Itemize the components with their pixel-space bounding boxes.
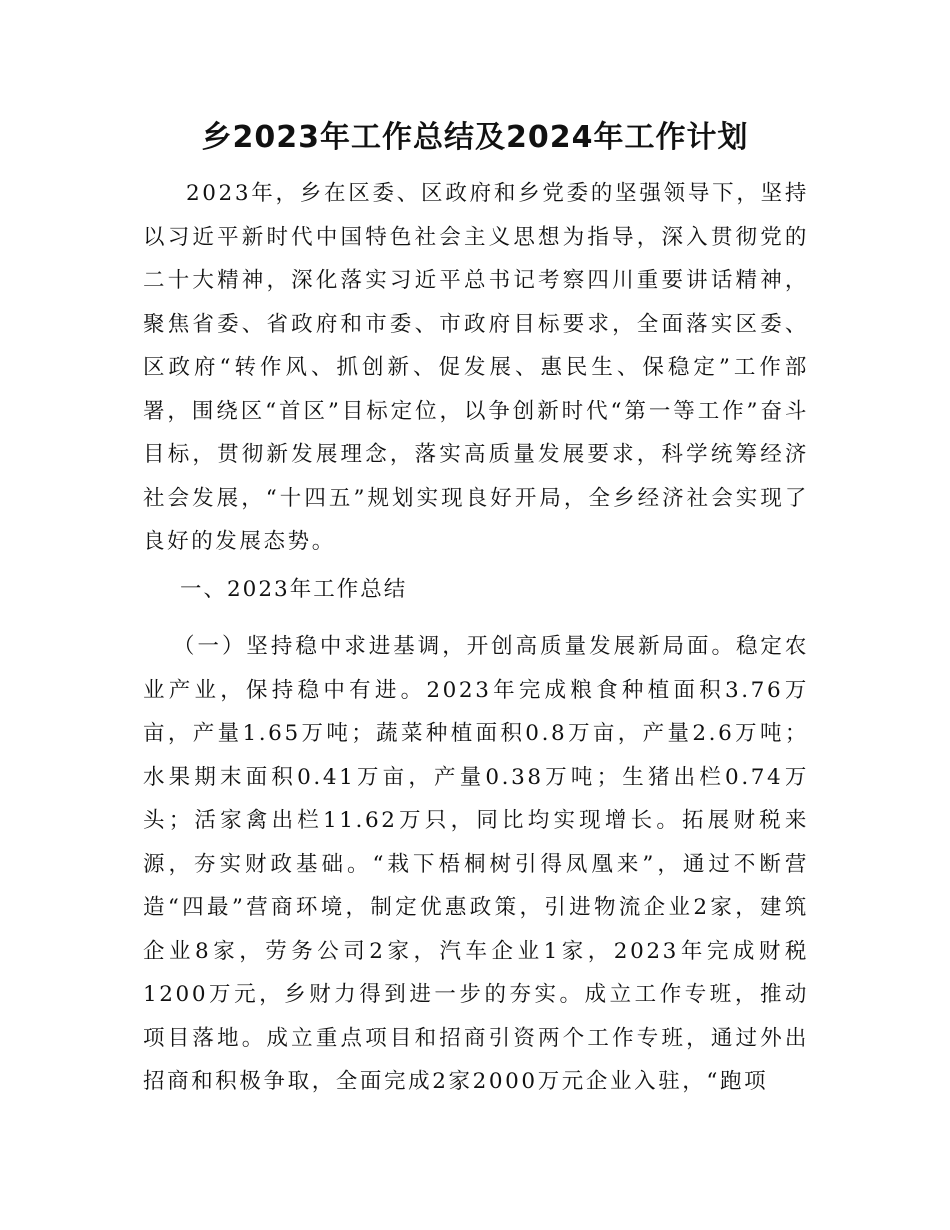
section-heading: 一、2023年工作总结 <box>180 577 408 602</box>
intro-paragraph: 2023年，乡在区委、区政府和乡党委的坚强领导下，坚持以习近平新时代中国特色社会主义思想为指导，深入贯彻党的二十大精神，深化落实习近平总书记考察四川重要讲话精神，聚焦省委、省政府和市委、市政府目标要求，全面落实区委、区政府“转作风、抓创新、促发展、惠民生、保稳定”工作部署，围绕区“首区”目标定位，以争创新时代“第一等工作”奋斗目标，贯彻新发展理念，落实高质量发展要求，科学统筹经济社会发展，“十四五”规划实现良好开局，全乡经济社会实现了良好的发展态势。 <box>143 181 809 554</box>
section-paragraph: （一）坚持稳中求进基调，开创高质量发展新局面。稳定农业产业，保持稳中有进。2023年完成粮食种植面积3.76万亩，产量1.65万吨；蔬菜种植面积0.8万亩，产量2.6万吨；水果期末面积0.41万亩，产量0.38万吨；生猪出栏0.74万头；活家禽出栏11.62万只，同比均实现增长。拓展财税来源，夯实财政基础。“栽下梧桐树引得凤凰来”，通过不断营造“四最”营商环境，制定优惠政策，引进物流企业2家，建筑企业8家，劳务公司2家，汽车企业1家，2023年完成财税1200万元，乡财力得到进一步的夯实。成立工作专班，推动项目落地。成立重点项目和招商引资两个工作专班，通过外出招商和积极争取，全面完成2家2000万元企业入驻，“跑项 <box>143 634 809 1094</box>
document-title: 乡2023年工作总结及2024年工作计划 <box>201 120 749 155</box>
